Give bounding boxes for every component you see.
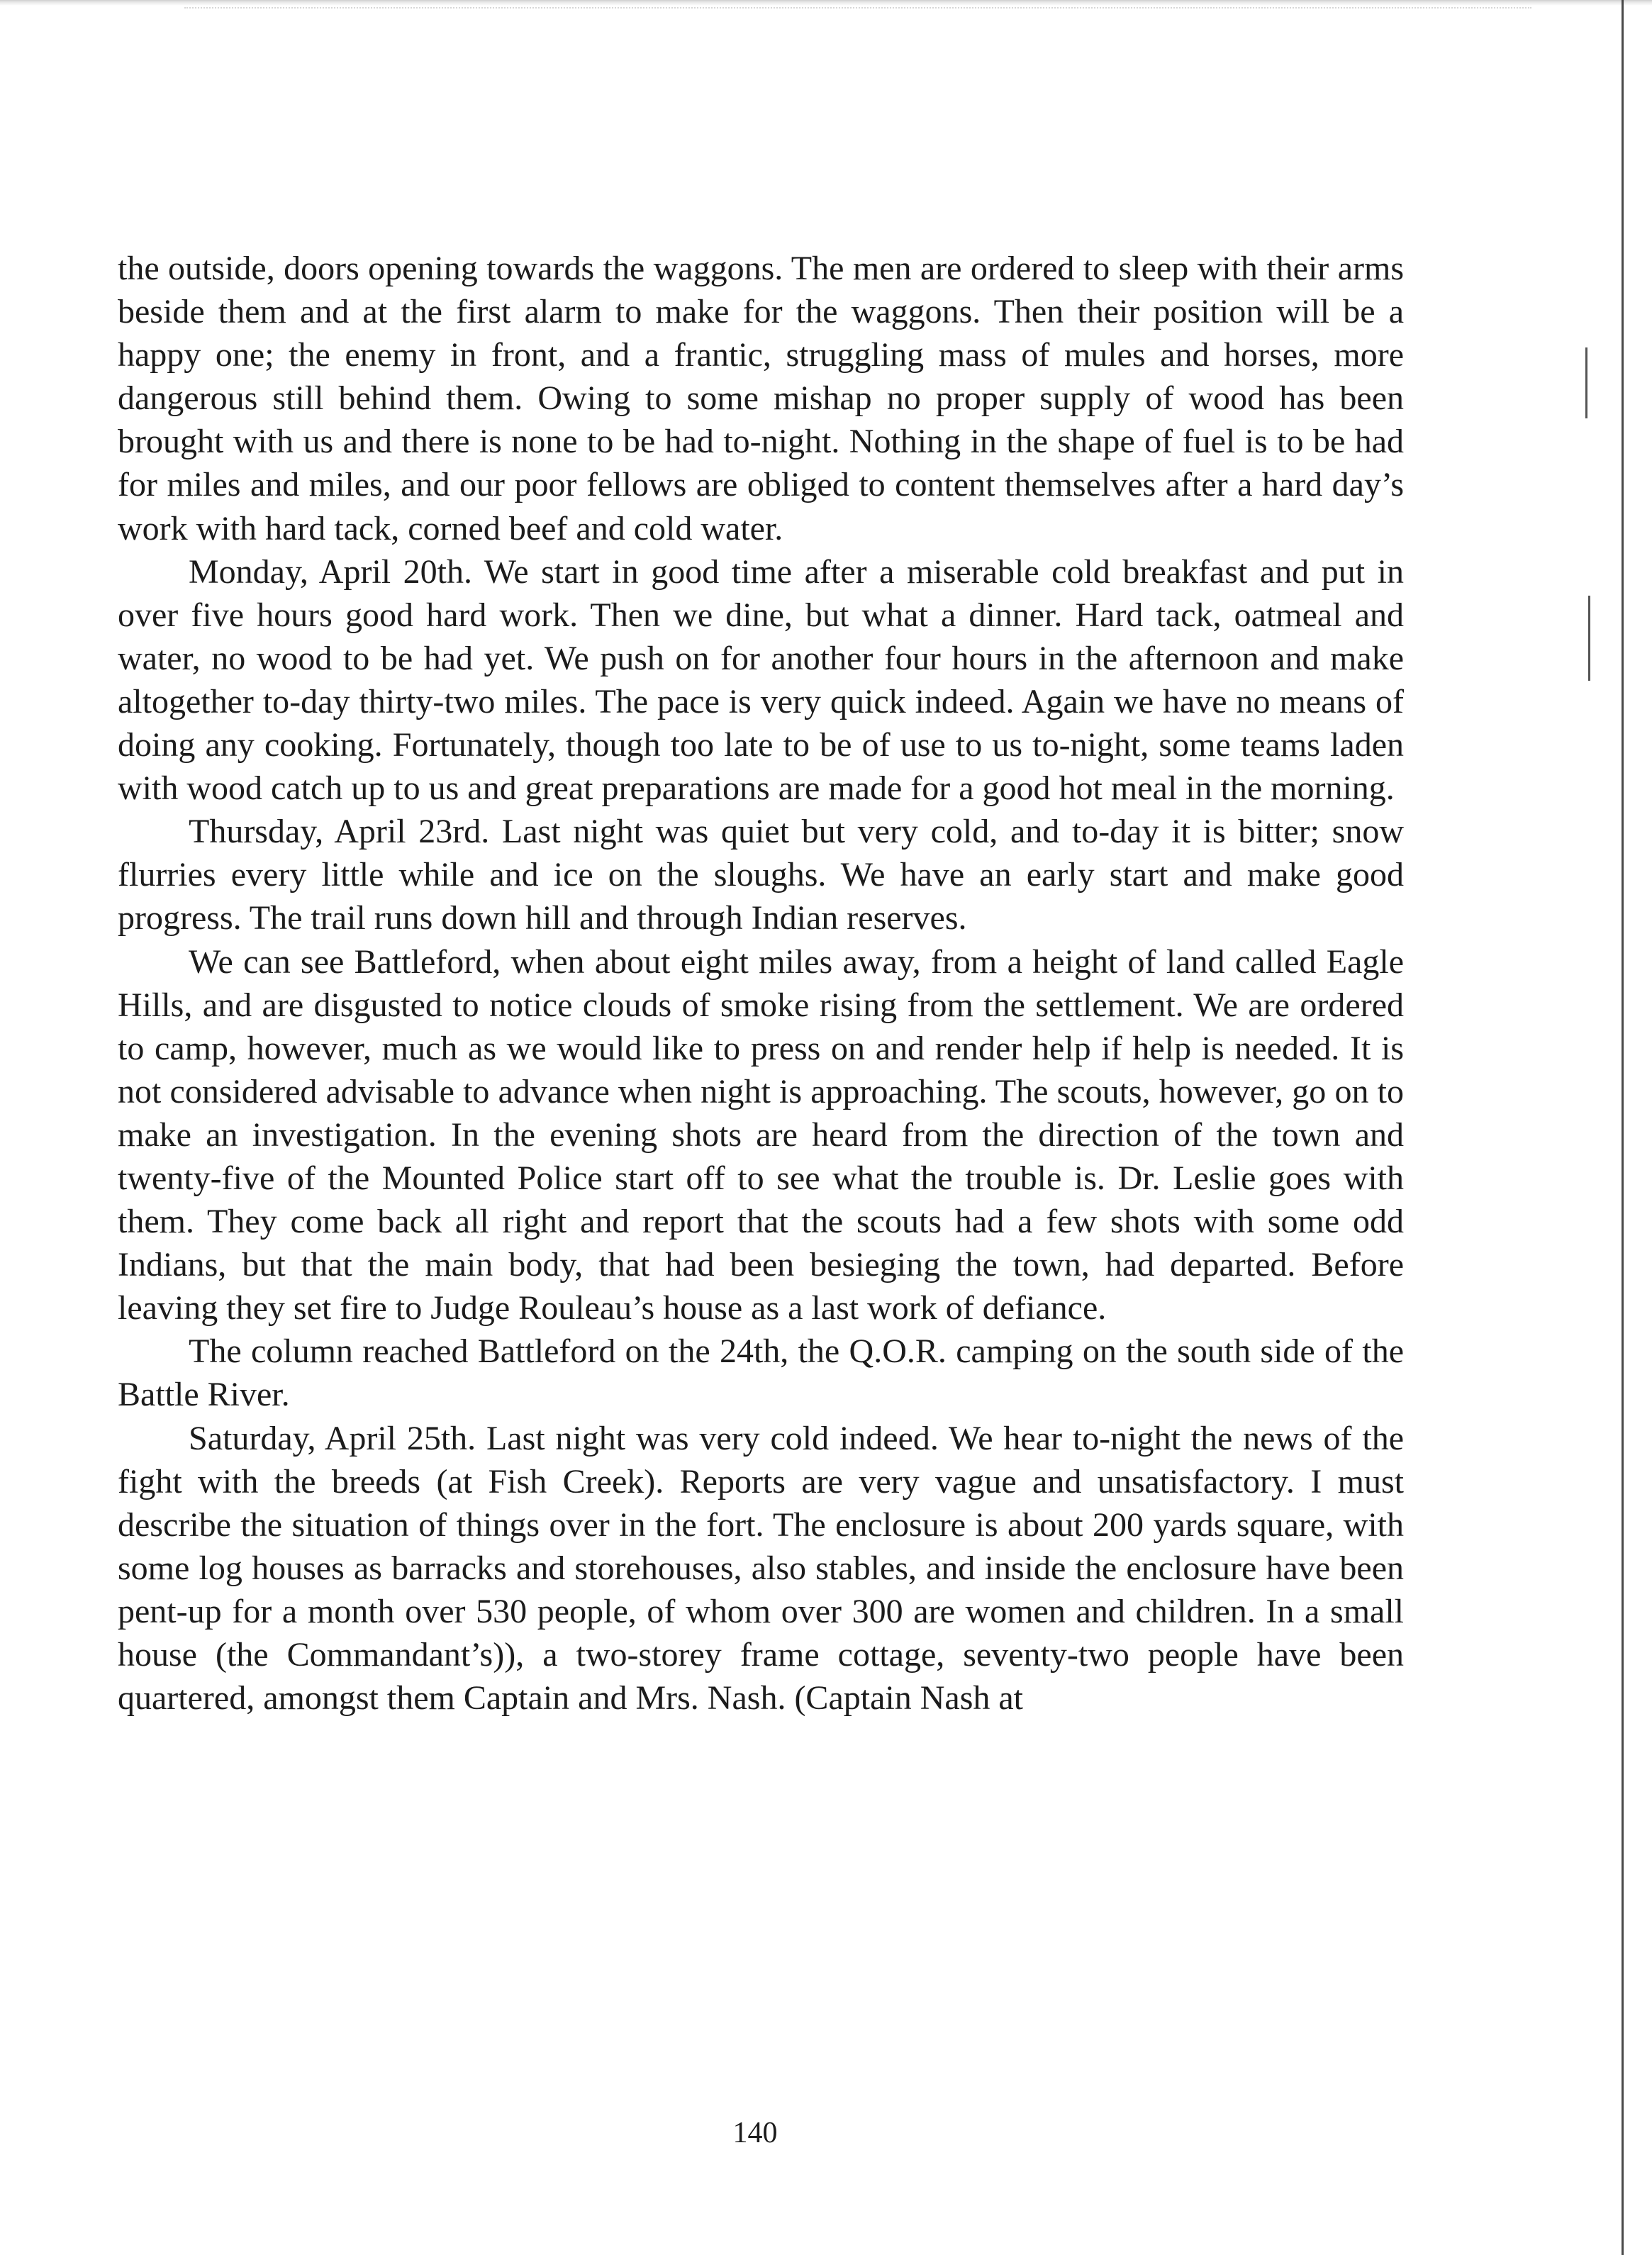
scan-margin-mark: [1588, 596, 1590, 681]
paragraph: We can see Battleford, when about eight miles away, from a height of land called Eagle Hills, and are disgusted to notice clouds of smoke rising from the settlement. We are ordered to camp, however, much as we would like to press on and render help if help is needed. It is not considered advisable to advance when night is approaching. The scouts, however, go on to make an investigation. In the evening shots are heard from the direction of the town and twenty-five of the Mounted Police start off to see what the trouble is. Dr. Leslie goes with them. They come back all right and report that the scouts had a few shots with some odd Indians, but that the main body, that had been besieging the town, had departed. Before leaving they set fire to Judge Rouleau’s house as a last work of defiance.: [118, 942, 1404, 1327]
scan-right-edge: [1622, 0, 1624, 2255]
scan-margin-mark: [1585, 347, 1587, 418]
paragraph: The column reached Battleford on the 24th, the Q.O.R. camping on the south side of the Battle River.: [118, 1332, 1404, 1414]
scan-top-edge: [0, 0, 1652, 6]
paragraph: Thursday, April 23rd. Last night was quiet but very cold, and to-day it is bitter; snow flurries every little while and ice on the sloughs. We have an early start and make good progress. The trail runs down hill and through Indian reserves.: [118, 813, 1404, 937]
paragraph: the outside, doors opening towards the waggons. The men are ordered to sleep with their arms beside them and at the first alarm to make for the waggons. Then their position will be a happy one; the enemy in front, and a frantic, struggling mass of mules and horses, more dangerous still behind them. Owing to some mishap no proper supply of wood has been brought with us and there is none to be had to-night. Nothing in the shape of fuel is to be had for miles and miles, and our poor fellows are obliged to content themselves after a hard day’s work with hard tack, corned beef and cold water.: [118, 250, 1404, 547]
body-text: [118, 247, 1404, 1720]
paragraph: Monday, April 20th. We start in good time after a miserable cold breakfast and put in over five hours good hard work. Then we dine, but what a dinner. Hard tack, oatmeal and water, no wood to be had yet. We push on for another four hours in the afternoon and make altogether to-day thirty-two miles. The pace is very quick indeed. Again we have no means of doing any cooking. Fortunately, though too late to be of use to us to-night, some teams laden with wood catch up to us and great preparations are made for a good hot meal in the morning.: [118, 552, 1404, 808]
paragraph: Saturday, April 25th. Last night was very cold indeed. We hear to-night the news of the fight with the breeds (at Fish Creek). Reports are very vague and unsatisfactory. I must describe the situation of things over in the fort. The enclosure is about 200 yards square, with some log houses as barracks and storehouses, also stables, and inside the enclosure have been pent-up for a month over 530 people, of whom over 300 are women and children. In a small house (the Commandant’s)), a two-storey frame cottage, seventy-two people have been quartered, amongst them Captain and Mrs. Nash. (Captain Nash at: [118, 1419, 1404, 1717]
scan-top-noise: [184, 7, 1531, 10]
page-number: 140: [732, 2117, 778, 2149]
